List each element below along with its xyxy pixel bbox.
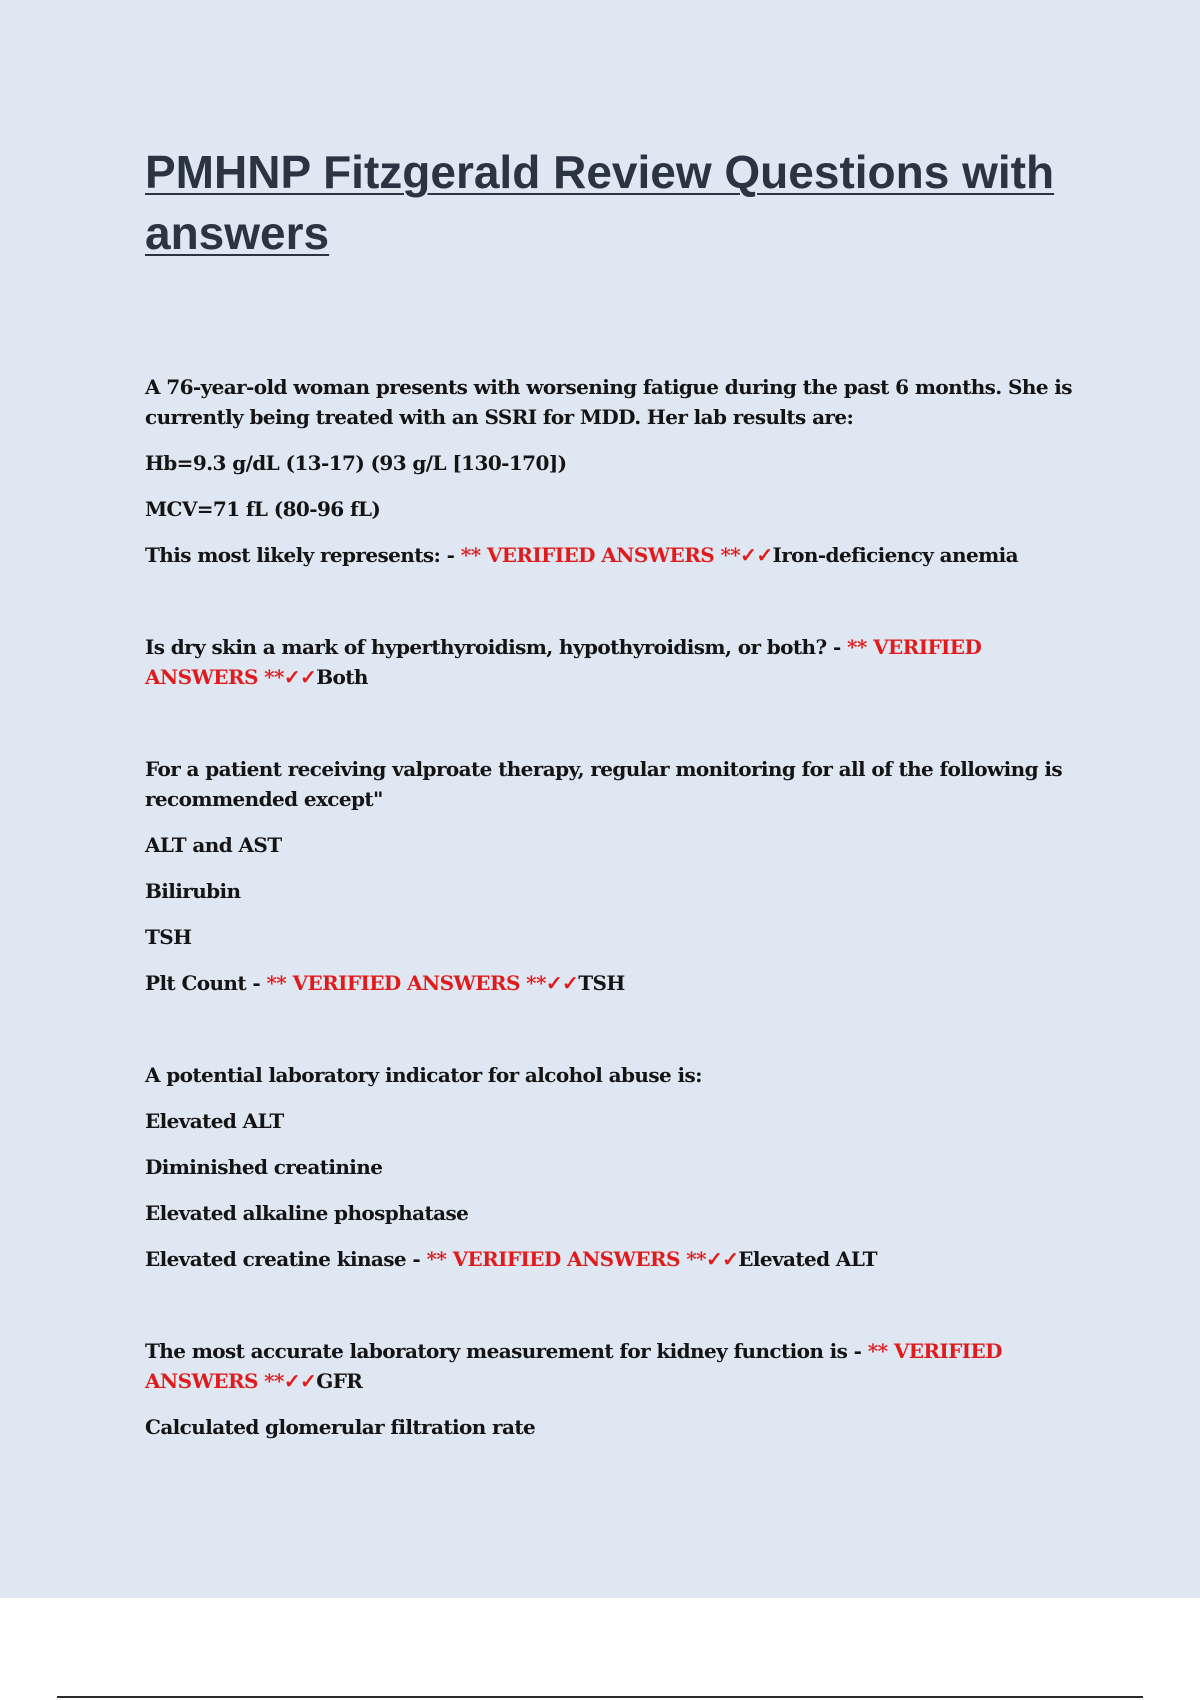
question-prompt: The most accurate laboratory measurement for kidney function is -: [145, 1339, 868, 1363]
answer-text: Both: [316, 665, 368, 689]
answer-text: Iron-deficiency anemia: [772, 543, 1019, 567]
option-text: Bilirubin: [145, 879, 241, 903]
answer-line: [145, 632, 1095, 692]
option-text: Elevated ALT: [145, 1109, 284, 1133]
answer-line: [145, 1244, 1095, 1274]
lab-result-hb: Hb=9.3 g/dL (13-17) (93 g/L [130-170]): [145, 451, 567, 475]
qa-list: [145, 372, 1095, 1442]
verified-marker: ** VERIFIED ANSWERS **✓✓: [266, 971, 579, 995]
answer-text: GFR: [316, 1369, 363, 1393]
footer-rule: [57, 1696, 1143, 1698]
answer-text: TSH: [578, 971, 625, 995]
question-text: A potential laboratory indicator for alcohol abuse is:: [145, 1063, 702, 1087]
question-prompt: Elevated creatine kinase -: [145, 1247, 427, 1271]
verified-marker: ** VERIFIED ANSWERS **✓✓: [145, 635, 982, 689]
qa-block-1: [145, 372, 1095, 570]
option-text: Elevated alkaline phosphatase: [145, 1201, 469, 1225]
question-text: A 76-year-old woman presents with worsening fatigue during the past 6 months. She is currently being treated with an SSRI for MDD. Her lab results are:: [145, 375, 1072, 429]
answer-line: [145, 540, 1095, 570]
option-text: Diminished creatinine: [145, 1155, 383, 1179]
document-body: [145, 142, 1095, 1504]
option-text: ALT and AST: [145, 833, 282, 857]
answer-explanation: Calculated glomerular filtration rate: [145, 1415, 536, 1439]
qa-block-2: [145, 632, 1095, 692]
answer-text: Elevated ALT: [738, 1247, 877, 1271]
document-title: PMHNP Fitzgerald Review Questions with answers: [145, 146, 1055, 259]
question-prompt: Plt Count -: [145, 971, 267, 995]
option-text: TSH: [145, 925, 192, 949]
question-text: For a patient receiving valproate therapy, regular monitoring for all of the following is recommended except": [145, 757, 1062, 811]
verified-marker: ** VERIFIED ANSWERS **✓✓: [145, 1339, 1002, 1393]
question-prompt: Is dry skin a mark of hyperthyroidism, hypothyroidism, or both? -: [145, 635, 848, 659]
qa-block-3: [145, 754, 1095, 998]
question-prompt: This most likely represents: -: [145, 543, 461, 567]
qa-block-4: [145, 1060, 1095, 1274]
answer-line: [145, 968, 1095, 998]
verified-marker: ** VERIFIED ANSWERS **✓✓: [426, 1247, 739, 1271]
verified-marker: ** VERIFIED ANSWERS **✓✓: [460, 543, 773, 567]
answer-line: [145, 1336, 1095, 1396]
qa-block-5: [145, 1336, 1095, 1442]
lab-result-mcv: MCV=71 fL (80-96 fL): [145, 497, 381, 521]
